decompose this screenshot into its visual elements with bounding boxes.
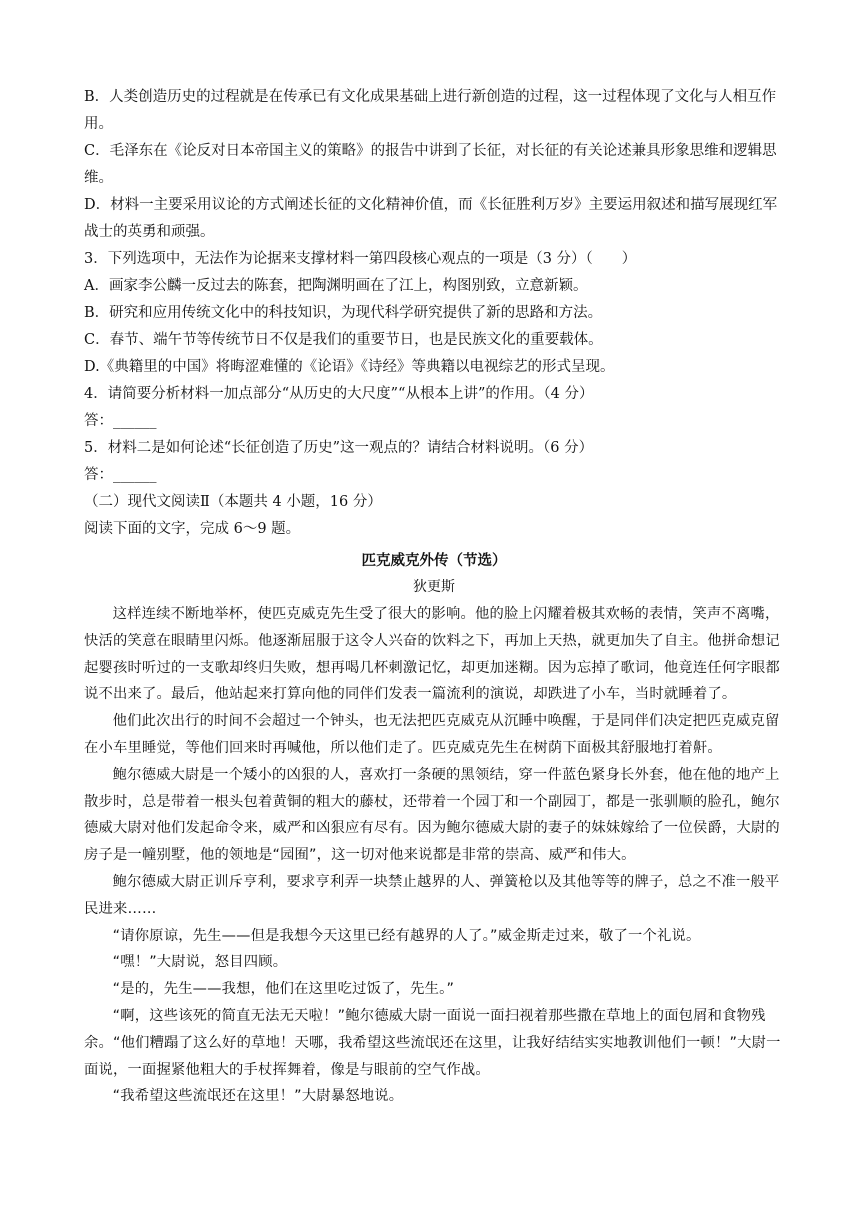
- question-3-option-c: C．春节、端午节等传统节日不仅是我们的重要节日，也是民族文化的重要载体。: [84, 332, 603, 348]
- document-page: [84, 84, 784, 1110]
- article-paragraph: “啊，这些该死的简直无法无天啦！”鲍尔德威大尉一面说一面扫视着那些撒在草地上的面包屑和食物残余。“他们糟蹋了这么好的草地！天哪，我希望这些流氓还在这里，让我好结结实实地教训他们一顿！”大尉一面说，一面握紧他粗大的手杖挥舞着，像是与眼前的空气作战。: [84, 1007, 781, 1078]
- article-paragraph: “嘿！”大尉说，怒目四顾。: [112, 954, 288, 971]
- question-5: 5．材料二是如何论述“长征创造了历史”这一观点的？请结合材料说明。（6 分）: [84, 440, 594, 456]
- article-paragraph: 他们此次出行的时间不会超过一个钟头，也无法把匹克威克从沉睡中唤醒，于是同伴们决定把匹克威克留在小车里睡觉，等他们回来时再喊他，所以他们走了。匹克威克先生在树荫下面极其舒服地打着鼾。: [84, 713, 780, 756]
- article-author: 狄更斯: [413, 579, 455, 595]
- article-paragraph: “是的，先生——我想，他们在这里吃过饭了，先生。”: [112, 981, 455, 998]
- reading-instruction: 阅读下面的文字，完成 6～9 题。: [84, 521, 301, 537]
- article-paragraph: “请你原谅，先生——但是我想今天这里已经有越界的人了。”威金斯走过来，敬了一个礼说。: [112, 927, 701, 944]
- option-c-line: C．毛泽东在《论反对日本帝国主义的策略》的报告中讲到了长征，对长征的有关论述兼具形象思维和逻辑思维。: [84, 143, 777, 186]
- option-d-line: D．材料一主要采用议论的方式阐述长征的文化精神价值，而《长征胜利万岁》主要运用叙述和描写展现红军战士的英勇和顽强。: [84, 197, 778, 240]
- article-title: 匹克威克外传（节选）: [361, 552, 507, 569]
- question-4: 4．请简要分析材料一加点部分“从历史的大尺度”“从根本上讲”的作用。（4 分）: [84, 386, 594, 402]
- question-3-option-a: A．画家李公麟一反过去的陈套，把陶渊明画在了江上，构图别致，立意新颖。: [84, 278, 588, 294]
- article-body: [84, 601, 784, 1110]
- answer-line-4: 答：______: [84, 413, 157, 429]
- article-paragraph: 鲍尔德威大尉是一个矮小的凶狠的人，喜欢打一条硬的黑领结，穿一件蓝色紧身长外套，他在他的地产上散步时，总是带着一根头包着黄铜的粗大的藤杖，还带着一个园丁和一个副园丁，都是一张驯顺的脸孔，鲍尔德威大尉对他们发起命令来，威严和凶狠应有尽有。因为鲍尔德威大尉的妻子的妹妹嫁给了一位侯爵，大尉的房子是一幢别墅，他的领地是“园囿”，这一切对他来说都是非常的崇高、威严和伟大。: [84, 766, 780, 864]
- article-paragraph: “我希望这些流氓还在这里！”大尉暴怒地说。: [112, 1088, 404, 1105]
- article-paragraph: 鲍尔德威大尉正训斥亨利，要求亨利弄一块禁止越界的人、弹簧枪以及其他等等的牌子，总之不准一般平民进来……: [84, 873, 780, 917]
- answer-line-5: 答：______: [84, 467, 157, 483]
- article-paragraph: 这样连续不断地举杯，使匹克威克先生受了很大的影响。他的脸上闪耀着极其欢畅的表情，笑声不离嘴，快活的笑意在眼睛里闪烁。他逐渐屈服于这令人兴奋的饮料之下，再加上天热，就更加失了自主。他拼命想记起婴孩时听过的一支歌却终归失败，想再喝几杯刺激记忆，却更加迷糊。因为忘掉了歌词，他竟连任何字眼都说不出来了。最后，他站起来打算向他的同伴们发表一篇流利的演说，却跌进了小车，当时就睡着了。: [84, 606, 780, 703]
- question-3: 3．下列选项中，无法作为论据来支撑材料一第四段核心观点的一项是（3 分）（ ）: [84, 251, 637, 267]
- section-heading: （二）现代文阅读Ⅱ（本题共 4 小题，16 分）: [84, 494, 382, 510]
- question-3-option-b: B．研究和应用传统文化中的科技知识，为现代科学研究提供了新的思路和方法。: [84, 305, 603, 321]
- question-3-option-d: D.《典籍里的中国》将晦涩难懂的《论语》《诗经》等典籍以电视综艺的形式呈现。: [84, 359, 615, 375]
- option-b-line: B．人类创造历史的过程就是在传承已有文化成果基础上进行新创造的过程，这一过程体现了文化与人相互作用。: [84, 89, 777, 132]
